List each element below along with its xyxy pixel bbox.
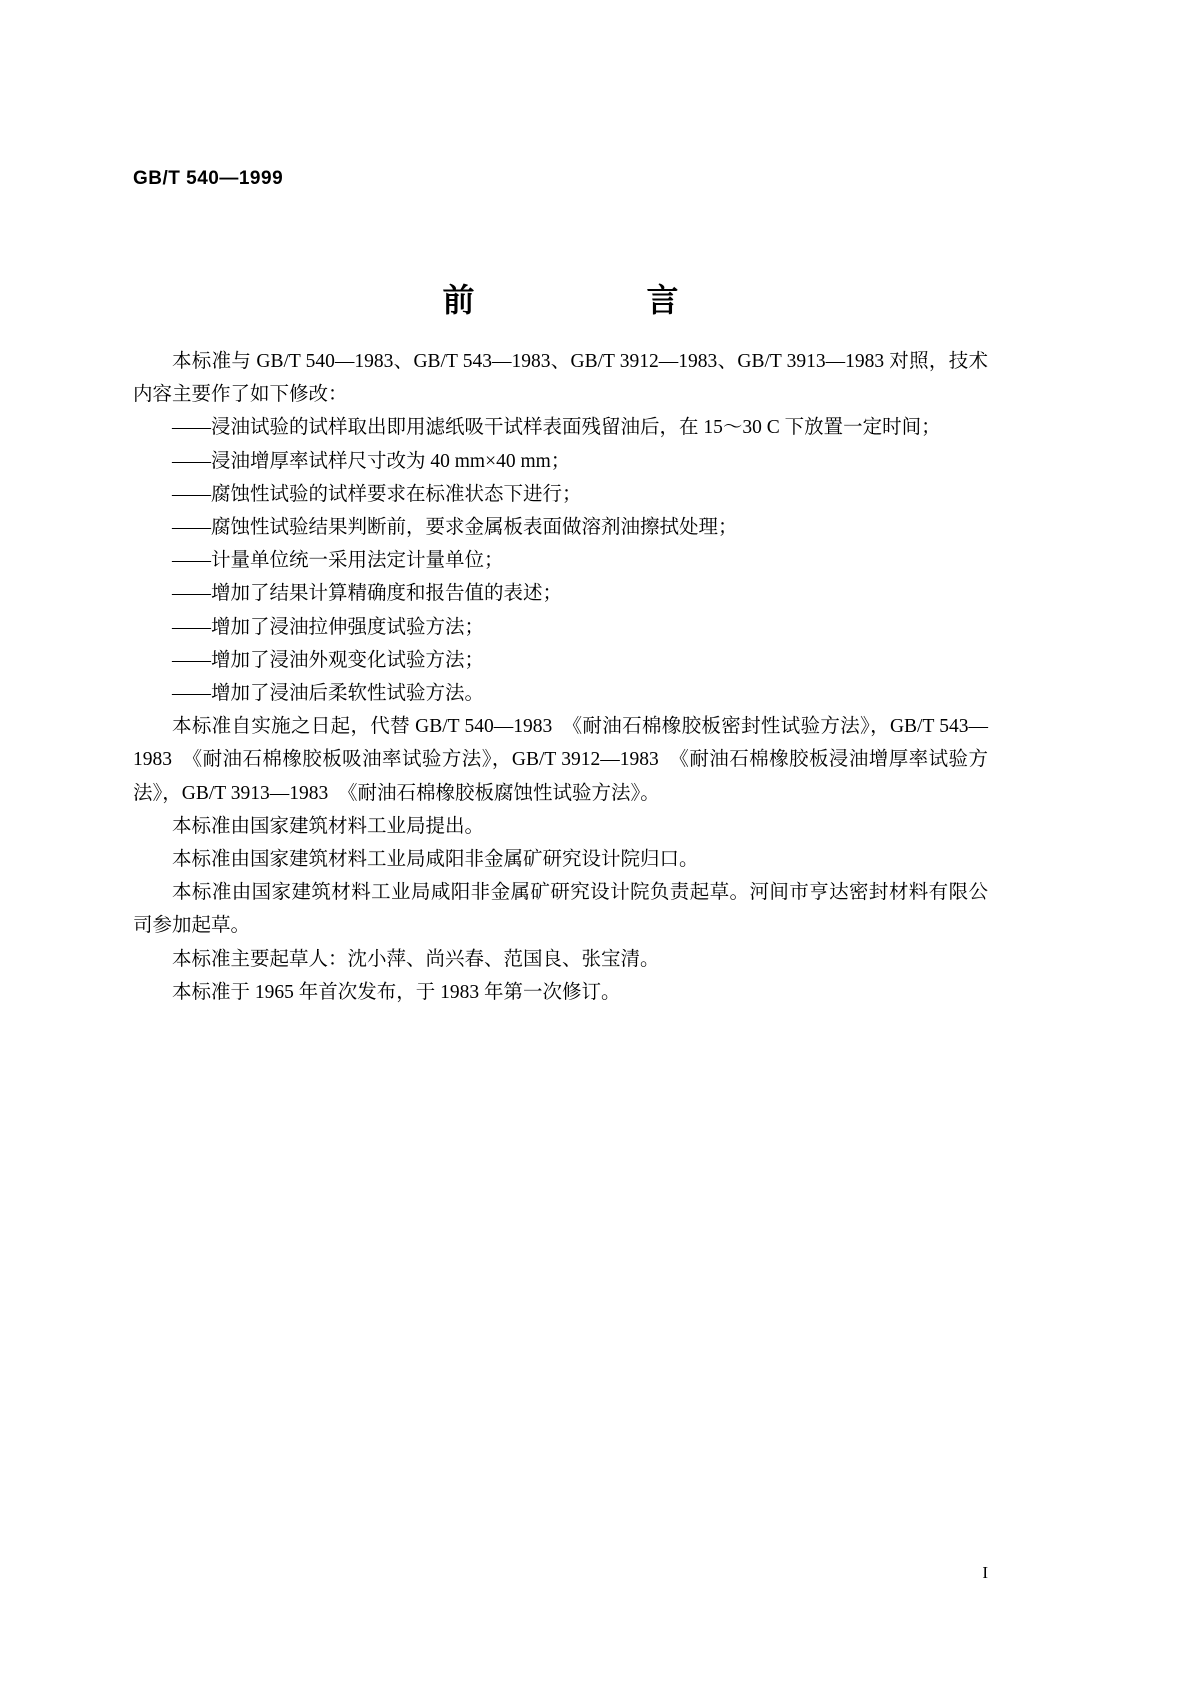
paragraph-intro: 本标准与 GB/T 540—1983、GB/T 543—1983、GB/T 3912—1983、GB/T 3913—1983 对照，技术内容主要作了如下修改： [133,351,988,406]
page-content [133,0,988,1684]
change-item: ——增加了浸油拉伸强度试验方法； [172,616,485,638]
paragraph-history: 本标准于 1965 年首次发布，于 1983 年第一次修订。 [172,981,621,1003]
change-item: ——增加了结果计算精确度和报告值的表述； [172,583,563,605]
change-item: ——浸油试验的试样取出即用滤纸吸干试样表面残留油后，在 15～30 C 下放置一定时间； [172,417,941,439]
paragraph-jurisdiction: 本标准由国家建筑材料工业局咸阳非金属矿研究设计院归口。 [172,849,699,871]
paragraph-main-drafters: 本标准主要起草人：沈小萍、尚兴春、范国良、张宝清。 [172,948,660,970]
paragraph-replaces: 本标准自实施之日起，代替 GB/T 540—1983 《耐油石棉橡胶板密封性试验方法》，GB/T 543—1983 《耐油石棉橡胶板吸油率试验方法》，GB/T 3912—1983 《耐油石棉橡胶板浸油增厚率试验方法》，GB/T 3913—1983 《耐油石棉橡胶板腐蚀性试验方法》。 [133,716,988,804]
change-item: ——浸油增厚率试样尺寸改为 40 mm×40 mm； [172,450,571,472]
page-title: 前 言 [442,281,715,319]
paragraph-proposed-by: 本标准由国家建筑材料工业局提出。 [172,815,485,837]
change-item: ——计量单位统一采用法定计量单位； [172,550,504,572]
standard-number: GB/T 540—1999 [133,168,284,189]
foreword-body [133,345,988,1009]
change-item: ——增加了浸油外观变化试验方法； [172,649,485,671]
paragraph-drafted-by: 本标准由国家建筑材料工业局咸阳非金属矿研究设计院负责起草。河间市亨达密封材料有限公司参加起草。 [133,882,988,937]
change-item: ——增加了浸油后柔软性试验方法。 [172,683,485,705]
change-item: ——腐蚀性试验结果判断前，要求金属板表面做溶剂油擦拭处理； [172,517,738,539]
page-number: I [982,1563,988,1582]
change-item: ——腐蚀性试验的试样要求在标准状态下进行； [172,483,582,505]
